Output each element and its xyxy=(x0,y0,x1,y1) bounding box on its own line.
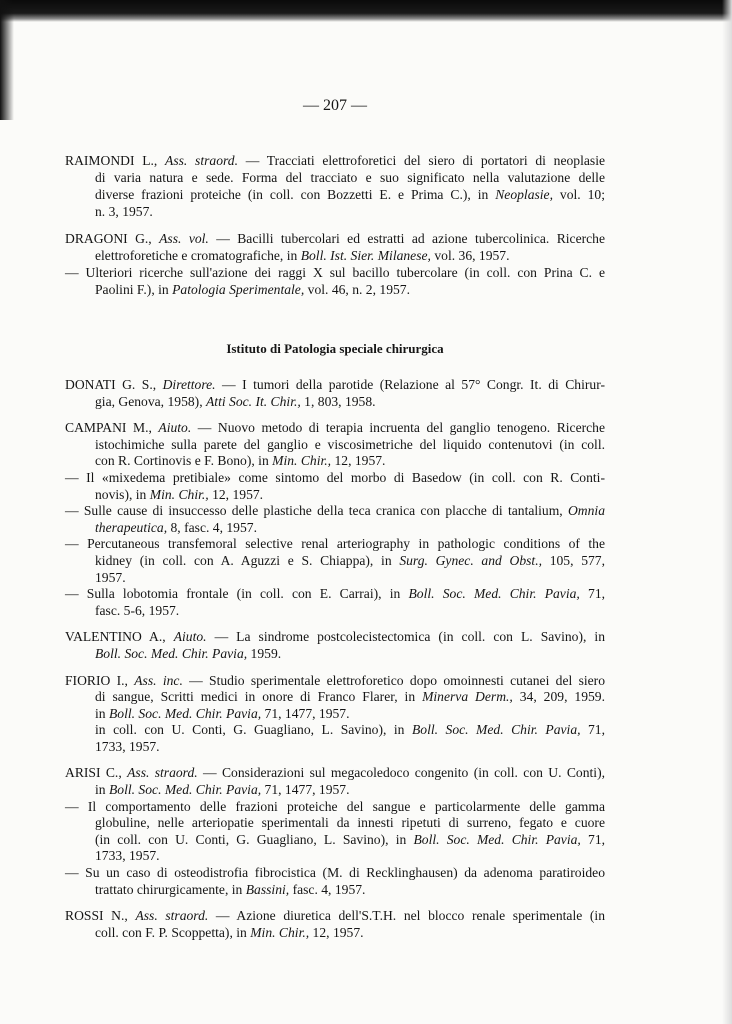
citation-text: coll. con F. P. Scoppetta), in xyxy=(95,924,251,940)
citation-italic: Boll. Soc. Med. Chir. Pavia, xyxy=(411,722,581,738)
citation-text: 71, xyxy=(580,831,606,847)
entry-line xyxy=(65,247,605,264)
entry-line xyxy=(65,553,605,570)
citation-text: 1959. xyxy=(247,645,282,661)
citation-text: 71, xyxy=(579,586,606,602)
citation-text: di varia natura e sede. Forma del tracciato e suo significato nella valutazione delle xyxy=(95,170,605,185)
citation-text: trattato chirurgicamente, in xyxy=(95,881,246,897)
citation-text: — Studio sperimentale elettroforetico dopo omoinnesti cutanei del siero xyxy=(182,672,605,688)
citation-italic: Boll. Soc. Med. Chir. Pavia, xyxy=(108,705,262,721)
entry-line xyxy=(65,925,605,942)
entry-line xyxy=(65,782,605,799)
citation-text: Paolini F.), in xyxy=(95,282,173,297)
citation-text: — I tumori della parotide (Relazione al 57° Congr. It. di Chirur- xyxy=(215,377,605,392)
entry-line xyxy=(65,706,605,723)
citation-text: vol. 10; xyxy=(553,187,605,202)
entry-line xyxy=(65,203,605,220)
bibliography-entry xyxy=(65,152,605,220)
citation-italic: Ass. straord. xyxy=(127,765,198,781)
bibliography-entry xyxy=(65,629,605,662)
citation-text: fasc. 5-6, 1957. xyxy=(95,602,180,618)
citation-italic: Ass. straord. xyxy=(165,153,238,168)
entry-line xyxy=(65,882,605,899)
citation-italic: Boll. Soc. Med. Chir. Pavia, xyxy=(408,586,580,602)
entry-line xyxy=(65,739,605,756)
citation-text: — Sulle cause di insuccesso delle plastiche della teca cranica con placche di tantalium, xyxy=(65,503,568,519)
citation-italic: Direttore. xyxy=(162,377,216,392)
entry-line xyxy=(65,815,605,832)
citation-text: — Su un caso di osteodistrofia fibrocistica (M. di Recklinghausen) da adenoma paratiroideo xyxy=(65,865,605,881)
entry-line xyxy=(65,377,605,394)
entry-line xyxy=(65,603,605,620)
entry-line xyxy=(65,503,605,520)
citation-italic: Bassini, xyxy=(245,881,290,897)
scan-right-edge xyxy=(722,0,732,1024)
bibliography-entry xyxy=(65,420,605,619)
entry-line xyxy=(65,799,605,816)
citation-text: globuline, nelle arteriopatie sperimentali da innesti ripetuti di surreno, fegato e cuore xyxy=(95,815,605,831)
citation-text: 12, 1957. xyxy=(309,924,364,940)
citation-text: 34, 209, 1959. xyxy=(512,689,605,705)
bibliography-entry xyxy=(65,765,605,898)
citation-text: ARISI C., xyxy=(65,765,128,781)
entry-line xyxy=(65,281,605,298)
citation-text: con R. Cortinovis e F. Bono), in xyxy=(95,453,273,469)
bibliography-block-surgery xyxy=(65,377,605,951)
citation-italic: Min. Chir., xyxy=(250,924,310,940)
entry-line xyxy=(65,832,605,849)
citation-italic: Ass. inc. xyxy=(134,672,183,688)
bibliography-entry xyxy=(65,230,605,298)
entry-line xyxy=(65,169,605,186)
citation-text: — Nuovo metodo di terapia incruenta del ganglio tenogeno. Ricerche xyxy=(191,420,606,436)
citation-text: 71, xyxy=(580,722,606,738)
entry-line xyxy=(65,673,605,690)
citation-text: vol. 36, 1957. xyxy=(430,248,510,263)
citation-text: 1, 803, 1958. xyxy=(300,393,376,409)
citation-text: fasc. 4, 1957. xyxy=(289,881,366,897)
citation-italic: Boll. Soc. Med. Chir. Pavia, xyxy=(108,782,262,798)
citation-italic: Aiuto. xyxy=(173,629,207,645)
bibliography-entry xyxy=(65,377,605,410)
entry-line xyxy=(65,437,605,454)
bibliography-entry xyxy=(65,908,605,941)
entry-line xyxy=(65,722,605,739)
citation-italic: Min. Chir., xyxy=(272,453,332,469)
citation-italic: Surg. Gynec. and Obst., xyxy=(399,552,542,568)
citation-text: — Tracciati elettroforetici del siero di portatori di neoplasie xyxy=(238,153,606,168)
citation-text: VALENTINO A., xyxy=(65,629,174,645)
entry-line xyxy=(65,230,605,247)
citation-text: — Sulla lobotomia frontale (in coll. con E. Carrai), in xyxy=(65,586,409,602)
citation-text: — Bacilli tubercolari ed estratti ad azione tubercolinica. Ricerche xyxy=(208,231,606,246)
citation-text: — Il «mixedema pretibiale» come sintomo del morbo di Basedow (in coll. con R. Conti- xyxy=(65,469,605,485)
entry-line xyxy=(65,848,605,865)
citation-text: — Azione diuretica dell'S.T.H. nel blocco renale sperimentale (in xyxy=(208,908,605,924)
citation-italic: Aiuto. xyxy=(158,420,192,436)
citation-text: 105, 577, xyxy=(542,552,605,568)
citation-italic: Boll. Soc. Med. Chir. Pavia, xyxy=(95,645,248,661)
bibliography-entry xyxy=(65,673,605,756)
citation-text: diverse frazioni proteiche (in coll. con Bozzetti E. e Prima C.), in xyxy=(95,187,496,202)
citation-italic: Min. Chir., xyxy=(149,486,209,502)
citation-text: gia, Genova, 1958), xyxy=(95,393,206,409)
citation-text: ROSSI N., xyxy=(65,908,136,924)
entry-line xyxy=(65,520,605,537)
scan-top-edge xyxy=(0,0,732,22)
citation-italic: Minerva Derm., xyxy=(422,689,513,705)
citation-text: — Percutaneous transfemoral selective renal arteriography in pathologic conditions of the xyxy=(65,536,605,552)
citation-text: — Considerazioni sul megacoledoco congenito (in coll. con U. Conti), xyxy=(197,765,605,781)
entry-line xyxy=(65,765,605,782)
entry-line xyxy=(65,629,605,646)
page-number: — 207 — xyxy=(303,97,367,114)
citation-italic: therapeutica, xyxy=(95,519,168,535)
citation-italic: Omnia xyxy=(567,503,605,519)
citation-text: 1733, 1957. xyxy=(95,848,160,864)
citation-text: FIORIO I., xyxy=(65,672,135,688)
citation-text: — La sindrome postcolecistectomica (in coll. con L. Savino), in xyxy=(206,629,606,645)
citation-text: di sangue, Scritti medici in onore di Franco Flarer, in xyxy=(95,689,423,705)
entry-line xyxy=(65,570,605,587)
bibliography-block-top xyxy=(65,152,605,308)
citation-text: in xyxy=(95,705,109,721)
citation-text: in xyxy=(95,782,109,798)
citation-text: in coll. con U. Conti, G. Guagliano, L. Savino), in xyxy=(95,722,412,738)
citation-text: 12, 1957. xyxy=(331,453,386,469)
citation-text: 8, fasc. 4, 1957. xyxy=(167,519,257,535)
citation-italic: Patologia Sperimentale, xyxy=(172,282,305,297)
entry-line xyxy=(65,420,605,437)
citation-text: elettroforetiche e cromatografiche, in xyxy=(95,248,301,263)
citation-text: 71, 1477, 1957. xyxy=(261,705,350,721)
entry-line xyxy=(65,453,605,470)
citation-text: RAIMONDI L., xyxy=(65,153,166,168)
citation-text: istochimiche sulla parete del ganglio e viscosimetriche del liquido contenutovi (in coll. xyxy=(95,436,605,452)
entry-line xyxy=(65,689,605,706)
citation-text: novis), in xyxy=(95,486,150,502)
citation-text: DRAGONI G., xyxy=(65,231,160,246)
citation-italic: Ass. vol. xyxy=(159,231,209,246)
citation-italic: Ass. straord. xyxy=(135,908,209,924)
section-heading: Istituto di Patologia speciale chirurgica xyxy=(226,341,444,356)
citation-text: vol. 46, n. 2, 1957. xyxy=(304,282,410,297)
entry-line xyxy=(65,646,605,663)
entry-line xyxy=(65,264,605,281)
entry-line xyxy=(65,908,605,925)
entry-line xyxy=(65,152,605,169)
citation-text: 1733, 1957. xyxy=(95,738,160,754)
entry-line xyxy=(65,470,605,487)
citation-text: (in coll. con U. Conti, G. Guagliano, L. Savino), in xyxy=(95,831,414,847)
entry-line xyxy=(65,865,605,882)
citation-text: — Ulteriori ricerche sull'azione dei raggi X sul bacillo tubercolare (in coll. con Prina C. e xyxy=(65,265,605,280)
citation-text: DONATI G. S., xyxy=(65,377,163,392)
citation-text: 1957. xyxy=(95,569,126,585)
entry-line xyxy=(65,586,605,603)
entry-line xyxy=(65,186,605,203)
citation-text: — Il comportamento delle frazioni proteiche del sangue e particolarmente delle gamma xyxy=(65,798,605,814)
citation-italic: Boll. Ist. Sier. Milanese, xyxy=(300,248,431,263)
citation-italic: Neoplasie, xyxy=(495,187,553,202)
citation-italic: Atti Soc. It. Chir., xyxy=(206,393,301,409)
entry-line xyxy=(65,487,605,504)
citation-text: kidney (in coll. con A. Aguzzi e S. Chiappa), in xyxy=(95,552,400,568)
citation-text: CAMPANI M., xyxy=(65,420,159,436)
citation-text: 12, 1957. xyxy=(208,486,264,502)
entry-line xyxy=(65,394,605,411)
entry-line xyxy=(65,536,605,553)
citation-text: n. 3, 1957. xyxy=(95,204,153,219)
citation-italic: Boll. Soc. Med. Chir. Pavia, xyxy=(413,831,581,847)
citation-text: 71, 1477, 1957. xyxy=(261,782,350,798)
